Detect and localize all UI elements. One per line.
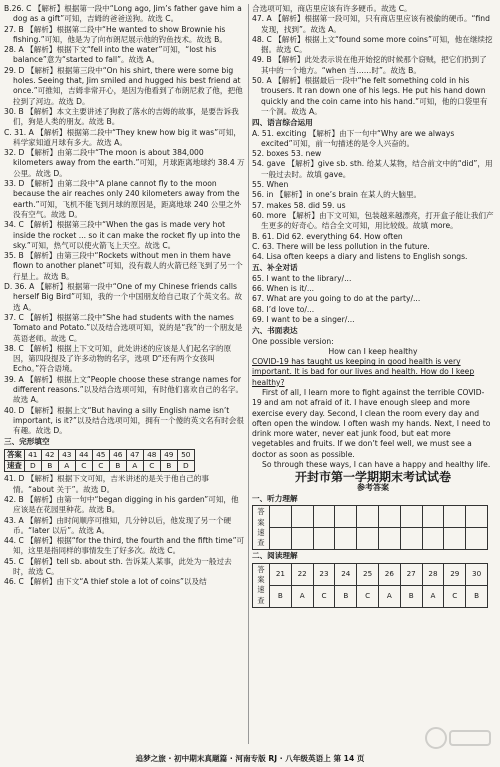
reading-question-number: 23 xyxy=(313,563,335,585)
section-cloze-heading: 三、完形填空 xyxy=(4,437,50,447)
section-writing-heading: 六、书面表达 xyxy=(252,326,298,336)
cloze-answer: C xyxy=(92,461,109,472)
grid-label: 答案速查 xyxy=(253,506,270,550)
answer-item: 45. C 【解析】tell sb. about sth. 告诉某人某事，此处为一般过去时，故选 C。 xyxy=(4,556,232,577)
answer-item: 46. C 【解析】由下文“A thief stole a lot of coins”以及结 xyxy=(4,577,207,587)
reading-answer: C xyxy=(313,585,335,607)
section-reading-heading: 二、阅读理解 xyxy=(252,551,298,561)
answer-item: 55. When xyxy=(252,180,289,190)
answer-item: 56. in 【解析】in one’s brain 在某人的大脑里。 xyxy=(252,190,422,200)
listening-answer-grid xyxy=(252,505,488,550)
answer-item: B.26. C 【解析】根据第一段中“Long ago, Jim’s father gave him a dog as a gift”可知，吉姆的爸爸送狗。故选 C。 xyxy=(4,4,242,24)
cloze-question-number: 42 xyxy=(41,449,58,460)
cloze-answer: C xyxy=(143,461,160,472)
reading-answer: C xyxy=(357,585,379,607)
reading-question-number: 29 xyxy=(444,563,466,585)
answer-item: 66. When is it/... xyxy=(252,284,315,294)
left-answer-list xyxy=(4,4,246,436)
reading-answer: A xyxy=(291,585,313,607)
answer-item: 41. D 【解析】根据下文可知，吉米讲述的是关于他自己的事情。“about 关于”。故选 D。 xyxy=(4,474,209,494)
answer-item: 39. A 【解析】根据上文“People choose these strange names for different reasons.”以及结合选项可知，有时他们喜欢自己的名字。故选 A。 xyxy=(4,374,244,405)
answer-item: 47. A 【解析】根据第一段可知，只有商店里应该有被偷的硬币。“find 发现，找到”。故选 A。 xyxy=(252,14,490,34)
answer-item: 35. B 【解析】由第三段中“Rockets without men in them have flown to another planet”可知，没有载人的火箭已经飞到了另一个行星上。故选 B。 xyxy=(4,251,243,281)
reading-answer: C xyxy=(444,585,466,607)
exam-title: 开封市第一学期期末考试试卷 xyxy=(294,470,451,485)
answer-item: 29. D 【解析】根据第三段中“On his shirt, there were some big holes. Seeing that, Jim smiled and hugged his best friend at once.”可推知，吉姆非常开心，是因为他看到了布朗尼救了他，把他拉到了河边。故选 D。 xyxy=(4,65,243,106)
cloze-question-number: 43 xyxy=(58,449,75,460)
left-answer-list-2 xyxy=(4,474,246,587)
reading-question-number: 27 xyxy=(400,563,422,585)
cloze-answer: D xyxy=(177,461,194,472)
answer-item: D. 36. A 【解析】根据第一段中“One of my Chinese friends calls herself Big Bird”可知，我的一个中国朋友给自己取了个英文名。故选 A。 xyxy=(4,282,243,312)
cloze-question-number: 41 xyxy=(24,449,41,460)
answer-item: 42. B 【解析】由第一句中“began digging in his garden”可知，他应该是在花园里种花。故选 B。 xyxy=(4,494,239,515)
essay-body xyxy=(252,357,494,470)
page-footer: 追梦之旅 · 初中期末真题篇 · 河南专版 RJ · 八年级英语上 第 14 页 xyxy=(135,754,365,763)
cloze-answer: B xyxy=(160,461,177,472)
answer-item: 48. C 【解析】根据上文“found some more coins”可知，他在继续挖掘。故选 C。 xyxy=(252,34,493,55)
answer-item: 60. more 【解析】由下文可知，包装越来越漂亮，打开盒子能让我们产生更多的好奇心。结合全文可知，用比较级。故填 more。 xyxy=(252,210,494,231)
reading-answer: A xyxy=(422,585,444,607)
cloze-question-number: 44 xyxy=(75,449,92,460)
cloze-answer: A xyxy=(126,461,143,472)
section-language-heading: 四、语言综合运用 xyxy=(252,118,313,128)
reading-question-number: 22 xyxy=(291,563,313,585)
answer-item: 43. A 【解析】由时间顺序可推知，几分钟以后，他发现了另一个硬币。“later 以后”。故选 A。 xyxy=(4,515,232,535)
answer-item: 49. B 【解析】此处表示说在他开始挖的时候那个窃贼，把它们扔到了其中的一个地方。“when 当……时”。故选 B。 xyxy=(252,55,487,75)
essay-paragraph: COVID-19 has taught us keeping in good health is very important. It is bad for our lives and health. How do I keep healthy? xyxy=(252,357,475,387)
right-answer-list xyxy=(252,4,494,117)
answer-item: 52. boxes 53. new xyxy=(252,149,322,159)
reading-question-number: 28 xyxy=(422,563,444,585)
right-column xyxy=(252,4,494,609)
cloze-answer: A xyxy=(58,461,75,472)
cloze-answer: B xyxy=(41,461,58,472)
reading-question-number: 25 xyxy=(357,563,379,585)
cloze-question-number: 46 xyxy=(109,449,126,460)
answer-item: 合选项可知，商店里应该有许多硬币。故选 C。 xyxy=(252,4,412,13)
exam-subtitle: 参考答案 xyxy=(357,482,389,492)
answer-item: 64. Lisa often keeps a diary and listens to English songs. xyxy=(252,252,468,262)
sample-label: One possible version: xyxy=(252,336,334,346)
answer-item: C. 63. There will be less pollution in the future. xyxy=(252,241,430,251)
reading-answer: B xyxy=(335,585,357,607)
section-dialogue-heading: 五、补全对话 xyxy=(252,263,298,273)
reading-question-number: 26 xyxy=(378,563,400,585)
reading-answer: A xyxy=(378,585,400,607)
grid-label: 答案速查 xyxy=(253,563,270,607)
essay-paragraph: First of all, I learn more to fight against the terrible COVID-19 and am not afraid of it. I have enough sleep and more exercise every day. Second, I clean the room every day and often open the window. I often wash my hands. Next, I need to drink more water, never eat junk food, but eat more vegetables and fruits. If we don’t feel well, we must see a doctor as soon as possible. xyxy=(252,387,491,459)
answer-item: 32. D 【解析】由第二段中“The moon is about 384,000 kilometers away from the earth.”可知，月球距离地球约 38.4 万公里。故选 D。 xyxy=(4,148,245,178)
answer-item: 44. C 【解析】根据“for the third, the fourth and the fifth time”可知，这里是指同样的事情发生了好多次。故选 C。 xyxy=(4,536,245,556)
answer-item: C. 31. A 【解析】根据第二段中“They knew how big it was”可知，科学家知道月球有多大。故选 A。 xyxy=(4,127,241,147)
answer-item: 40. D 【解析】根据上文“But having a silly English name isn’t important, is it?”以及结合选项可知，拥有一个傻的英文名有时会很有趣。故选 D。 xyxy=(4,405,244,436)
answer-item: 65. I want to the library/... xyxy=(252,273,352,283)
reading-answer-grid xyxy=(252,563,488,608)
cloze-answer-table xyxy=(4,449,195,473)
answer-item: 37. C 【解析】根据第二段中“She had students with the names Tomato and Potato.”以及结合选项可知，说的是“我”的一个朋友是英语老师。故选 C。 xyxy=(4,312,243,343)
reading-question-number: 30 xyxy=(466,563,488,585)
essay-title: How can I keep healthy xyxy=(328,346,418,356)
dialogue-answer-list xyxy=(252,274,494,325)
answer-item: A. 51. exciting 【解析】由下一句中“Why are we always excited”可知，前一句描述的是令人兴奋的。 xyxy=(252,128,455,148)
cloze-question-number: 49 xyxy=(160,449,177,460)
column-divider xyxy=(248,4,249,744)
watermark-logo-icon xyxy=(424,723,494,753)
reading-question-number: 21 xyxy=(270,563,292,585)
table-label: 答案 xyxy=(5,449,25,460)
cloze-question-number: 45 xyxy=(92,449,109,460)
answer-item: 57. makes 58. did 59. us xyxy=(252,200,346,210)
answer-item: 50. A 【解析】根据最后一段中“he felt something cold in his trousers. It ran down one of his legs. He put his hand down quickly and the coin came into his hand.”可知，他的口袋里有一个洞。故选 A。 xyxy=(252,76,488,116)
cloze-question-number: 48 xyxy=(143,449,160,460)
reading-answer: B xyxy=(466,585,488,607)
answer-item: 33. D 【解析】由第二段中“A plane cannot fly to the moon because the air reaches only 240 kilometers away from the earth.”可知，飞机不能飞到月球的原因是，距离地球 240 公里之外没有空气。故选 D。 xyxy=(4,179,242,219)
reading-answer: B xyxy=(270,585,292,607)
answer-item: B. 61. Did 62. everything 64. How often xyxy=(252,231,403,241)
answer-item: 67. What are you going to do at the party/... xyxy=(252,294,421,304)
answer-item: 30. B 【解析】本文主要讲述了狗救了落水的吉姆的故事，是要告诉我们，狗是人类的朋友。故选 B。 xyxy=(4,106,239,127)
answer-item: 34. C 【解析】根据第三段中“When the gas is made very hot inside the rocket ... so it can make the rocket fly up into the sky.”可知，热气可以使火箭飞上天空。故选 C。 xyxy=(4,220,241,250)
table-label: 速查 xyxy=(5,461,25,472)
cloze-question-number: 47 xyxy=(126,449,143,460)
answer-item: 38. C 【解析】根据上下文可知，此处讲述的应该是人们起名字的原因，第四段提及了许多动物的名字，选项 D“还有两个女孩叫 Echo。”符合语境。 xyxy=(4,343,232,374)
section-listening-heading: 一、听力理解 xyxy=(252,493,298,503)
cloze-question-number: 50 xyxy=(177,449,194,460)
reading-answer: B xyxy=(400,585,422,607)
cloze-answer: D xyxy=(24,461,41,472)
answer-item: 69. I want to be a singer/... xyxy=(252,314,355,324)
answer-item: 28. A 【解析】根据下文“fell into the water”可知，“lost his balance”意为“started to fall”。故选 A。 xyxy=(4,45,217,65)
cloze-answer: B xyxy=(109,461,126,472)
essay-paragraph: So through these ways, I can have a happy and healthy life. xyxy=(262,460,491,470)
language-answer-list xyxy=(252,129,494,263)
answer-item: 68. I’d love to/... xyxy=(252,304,315,314)
cloze-answer: C xyxy=(75,461,92,472)
left-column xyxy=(4,4,246,588)
answer-item: 54. gave 【解析】give sb. sth. 给某人某物，结合前文中的“did”，用一般过去时。故填 gave。 xyxy=(252,159,493,179)
reading-question-number: 24 xyxy=(335,563,357,585)
answer-item: 27. B 【解析】根据第二段中“He wanted to show Brownie his fishing.”可知，他是为了向布朗尼展示他的钓鱼技术。故选 B。 xyxy=(4,24,227,44)
